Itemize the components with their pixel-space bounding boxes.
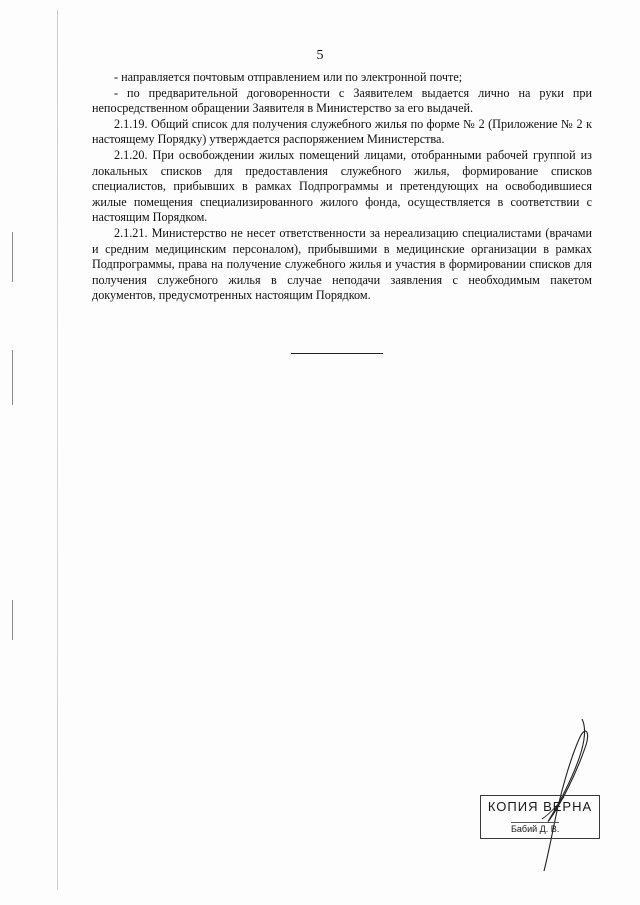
page-number: 5 [316, 48, 324, 63]
stamp-title: КОПИЯ ВЕРНА [487, 799, 593, 814]
paragraph-2-1-19: 2.1.19. Общий список для получения служебного жилья по форме № 2 (Приложение № 2 к настоящему Порядку) утверждается распоряжением Министерства. [92, 116, 592, 147]
binding-mark [12, 350, 13, 405]
copy-certified-stamp [480, 795, 600, 839]
stamp-signer-name: Бабий Д. В. [511, 824, 560, 834]
binding-mark [12, 600, 13, 640]
paragraph-2-1-21: 2.1.21. Министерство не несет ответственности за нереализацию специалистами (врачами и средним медицинским персоналом), прибывшими в медицинские организации в рамках Подпрограммы, права на получение служебного жилья и участия в формировании списков для получения служебного жилья в случае неподачи заявления с необходимым пакетом документов, предусмотренных настоящим Порядком. [92, 225, 592, 303]
paragraph-2-1-20: 2.1.20. При освобождении жилых помещений лицами, отобранными рабочей группой из локальных списков для предоставления служебного жилья, формирование списков специалистов, прибывших в рамках Подпрограммы и претендующих на освободившиеся жилые помещения специализированного жилого фонда, осуществляется в соответствии с настоящим Порядком. [92, 147, 592, 225]
document-body [92, 70, 592, 304]
paragraph-delivery-personal: - по предварительной договоренности с Заявителем выдается лично на руки при непосредственном обращении Заявителя в Министерство за его выдачей. [92, 85, 592, 116]
scan-edge-line [57, 10, 58, 890]
binding-mark [12, 232, 13, 282]
end-of-text-rule [291, 353, 383, 354]
paragraph-delivery-mail: - направляется почтовым отправлением или по электронной почте; [114, 70, 463, 84]
